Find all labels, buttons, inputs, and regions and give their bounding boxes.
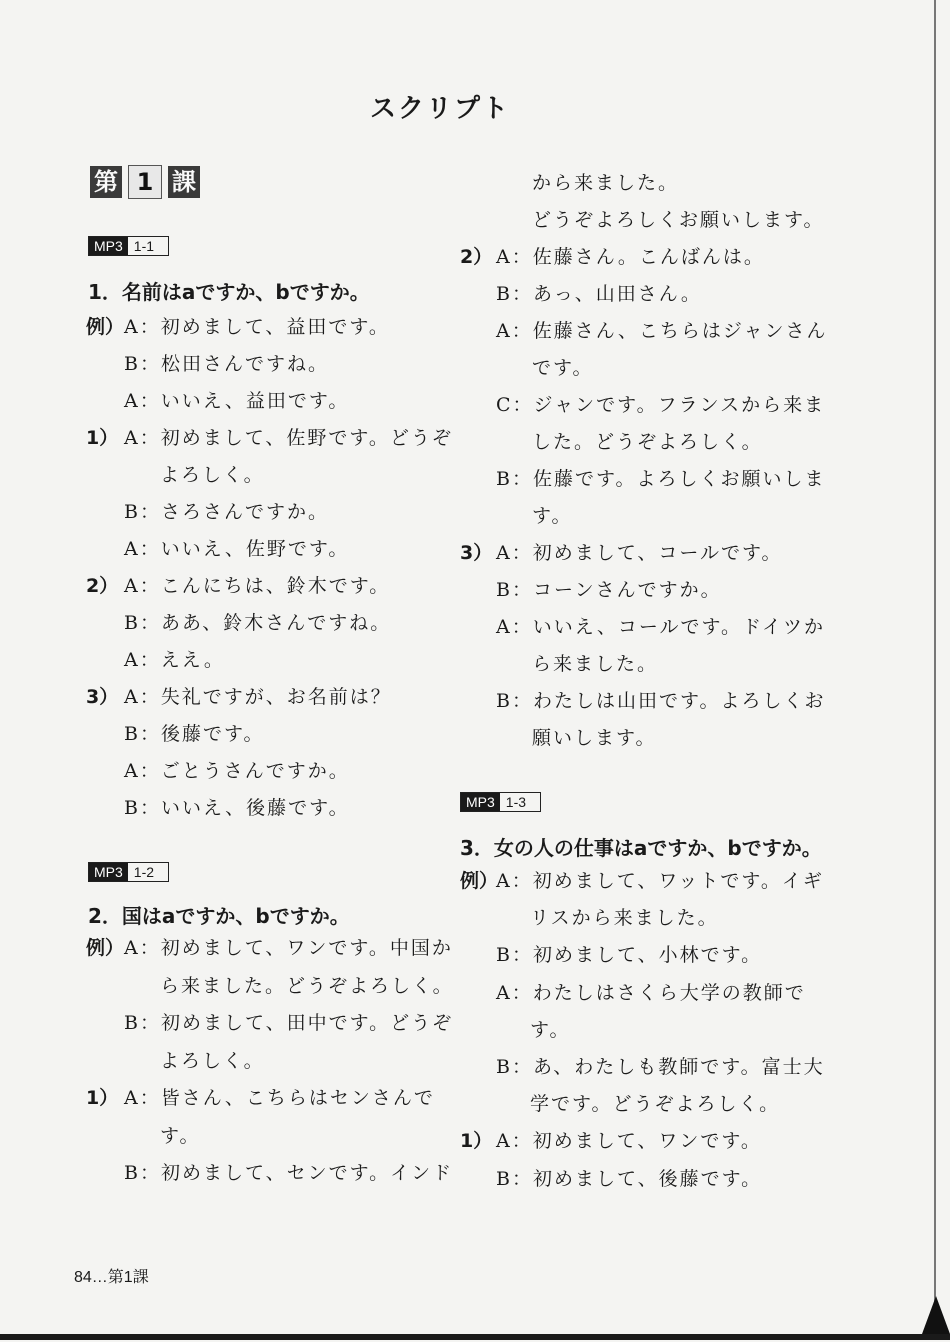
- dialogue-line: B：あっ、山田さん。: [496, 283, 702, 305]
- dialogue-line: B：ああ、鈴木さんですね。: [124, 612, 392, 634]
- dialogue-line: B：佐藤です。よろしくお願いしま: [496, 468, 826, 490]
- page-title: スクリプト: [369, 94, 510, 124]
- dialogue-line: 学です。どうぞよろしく。: [530, 1093, 781, 1116]
- item-number: 2）: [86, 575, 119, 597]
- mp3-track-number: 1-2: [133, 864, 155, 880]
- dialogue-line: A：初めまして、佐野です。どうぞ: [124, 427, 453, 449]
- item-number: 1）: [86, 427, 119, 449]
- item-number: 例）: [86, 316, 125, 338]
- dialogue-line: どうぞよろしくお願いします。: [532, 209, 825, 231]
- dialogue-line: B：初めまして、小林です。: [496, 944, 763, 967]
- lesson-badge-number: 1: [128, 165, 162, 199]
- dialogue-line: B：わたしは山田です。よろしくお: [496, 690, 826, 712]
- dialogue-line: B：後藤です。: [124, 723, 265, 745]
- item-number: 3）: [460, 542, 493, 564]
- section-heading: 1．名前はaですか、bですか。: [88, 280, 370, 304]
- item-number: 1）: [460, 1130, 493, 1153]
- dialogue-line: A：いいえ、益田です。: [124, 390, 350, 412]
- dialogue-line: A：佐藤さん。こんばんは。: [496, 246, 765, 268]
- page-edge-rule: [934, 0, 936, 1334]
- dialogue-line: リスから来ました。: [530, 907, 719, 930]
- dialogue-line: A：初めまして、ワットです。イギ: [496, 870, 824, 892]
- mp3-tag: MP3: [89, 863, 128, 881]
- dialogue-line: A：初めまして、コールです。: [496, 542, 783, 564]
- lesson-badge: [90, 165, 206, 199]
- page-footer: 84…第1課: [74, 1269, 149, 1286]
- dialogue-line: です。: [532, 357, 594, 379]
- lesson-badge-dai: 第: [90, 166, 122, 198]
- dialogue-line: す。: [532, 505, 573, 527]
- lesson-badge-ka: 課: [168, 166, 200, 198]
- mp3-track-label: [460, 792, 541, 812]
- dialogue-line: A：ええ。: [124, 649, 225, 671]
- mp3-track-label: [88, 236, 169, 256]
- dialogue-line: す。: [160, 1124, 201, 1147]
- item-number: 例）: [86, 937, 125, 959]
- dialogue-line: B：初めまして、センです。インド: [124, 1162, 454, 1184]
- mp3-track-number: 1-1: [133, 238, 155, 254]
- item-number: 2）: [460, 246, 493, 268]
- section-heading: 3．女の人の仕事はaですか、bですか。: [460, 836, 822, 860]
- mp3-track-label: [88, 862, 169, 882]
- mp3-track-number: 1-3: [505, 794, 527, 810]
- dialogue-line: した。どうぞよろしく。: [532, 431, 763, 453]
- dialogue-line: B：あ、わたしも教師です。富士大: [496, 1056, 825, 1078]
- item-number: 例）: [460, 870, 499, 892]
- dialogue-line: A：皆さん、こちらはセンさんで: [124, 1087, 435, 1109]
- dialogue-line: C：ジャンです。フランスから来ま: [496, 394, 826, 416]
- mp3-tag: MP3: [461, 793, 500, 811]
- dialogue-line: B：さろさんですか。: [124, 501, 329, 523]
- dialogue-line: A：ごとうさんですか。: [124, 760, 350, 782]
- dialogue-line: B：コーンさんですか。: [496, 579, 722, 601]
- dialogue-line: A：初めまして、ワンです。中国か: [124, 937, 453, 959]
- dialogue-line: A：いいえ、佐野です。: [124, 538, 350, 560]
- dialogue-line: から来ました。: [532, 172, 680, 194]
- dialogue-line: よろしく。: [160, 1049, 265, 1072]
- section-heading: 2．国はaですか、bですか。: [88, 904, 350, 928]
- dialogue-line: す。: [530, 1018, 571, 1041]
- mp3-tag: MP3: [89, 237, 128, 255]
- dialogue-line: A：いいえ、コールです。ドイツか: [496, 616, 826, 638]
- dialogue-line: B：いいえ、後藤です。: [124, 797, 350, 819]
- dialogue-line: A：初めまして、益田です。: [124, 316, 390, 338]
- dialogue-line: A：佐藤さん、こちらはジャンさん: [496, 320, 828, 342]
- dialogue-line: A：わたしはさくら大学の教師で: [496, 981, 806, 1004]
- dialogue-line: 願いします。: [532, 727, 657, 749]
- dialogue-line: A：失礼ですが、お名前は？: [124, 686, 392, 708]
- dialogue-line: B：松田さんですね。: [124, 353, 329, 375]
- page-bottom-rule: [0, 1334, 950, 1340]
- item-number: 1）: [86, 1087, 119, 1109]
- dialogue-line: B：初めまして、後藤です。: [496, 1167, 763, 1190]
- item-number: 3）: [86, 686, 119, 708]
- dialogue-line: ら来ました。どうぞよろしく。: [160, 974, 454, 997]
- dialogue-line: B：初めまして、田中です。どうぞ: [124, 1012, 454, 1034]
- dialogue-line: よろしく。: [160, 464, 265, 486]
- dialogue-line: ら来ました。: [532, 653, 659, 675]
- dialogue-line: A：初めまして、ワンです。: [496, 1130, 762, 1153]
- dialogue-line: A：こんにちは、鈴木です。: [124, 575, 391, 597]
- page-corner-mark: [922, 1296, 950, 1334]
